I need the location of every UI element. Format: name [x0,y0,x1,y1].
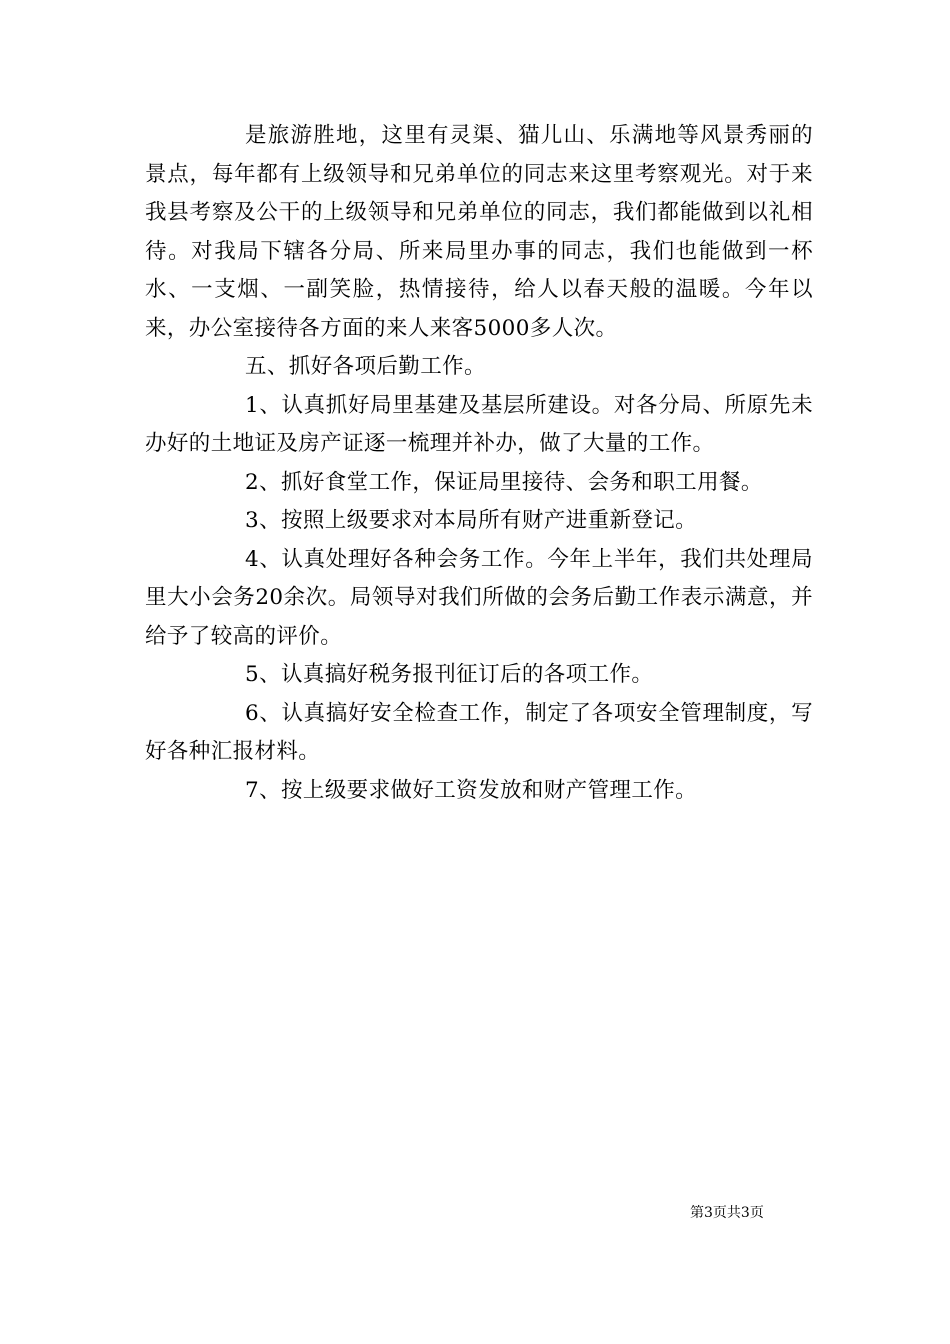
list-item-3: 3、按照上级要求对本局所有财产进重新登记。 [245,508,698,533]
list-item-5: 5、认真搞好税务报刊征订后的各项工作。 [245,662,654,687]
list-item-6: 6、认真搞好安全检查工作，制定了各项安全管理制度，写好各种汇报材料。 [145,700,813,764]
section-heading-logistics: 五、抓好各项后勤工作。 [245,354,486,379]
list-item-4: 4、认真处理好各种会务工作。今年上半年，我们共处理局里大小会务20余次。局领导对我们所做的会务后勤工作表示满意，并给予了较高的评价。 [145,546,813,649]
page-number-footer: 第3页共3页 [690,1205,764,1221]
document-body [145,117,813,810]
paragraph-reception: 是旅游胜地，这里有灵渠、猫儿山、乐满地等风景秀丽的景点，每年都有上级领导和兄弟单位的同志来这里考察观光。对于来我县考察及公干的上级领导和兄弟单位的同志，我们都能做到以礼相待。对我局下辖各分局、所来局里办事的同志，我们也能做到一杯水、一支烟、一副笑脸，热情接待，给人以春天般的温暖。今年以来，办公室接待各方面的来人来客5000多人次。 [145,123,813,341]
list-item-2: 2、抓好食堂工作，保证局里接待、会务和职工用餐。 [245,469,763,495]
list-item-1: 1、认真抓好局里基建及基层所建设。对各分局、所原先未办好的土地证及房产证逐一梳理并补办，做了大量的工作。 [145,392,813,456]
list-item-7: 7、按上级要求做好工资发放和财产管理工作。 [245,777,698,803]
